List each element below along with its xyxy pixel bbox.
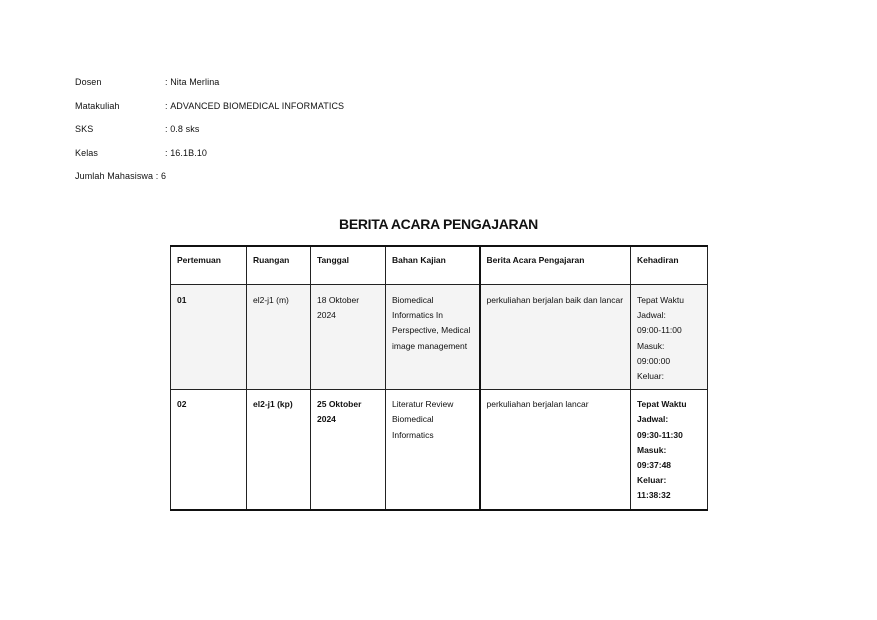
kehadiran-line: Jadwal: bbox=[637, 414, 669, 425]
info-row-matakuliah bbox=[75, 101, 344, 125]
kehadiran-line: 09:00-11:00 bbox=[637, 325, 682, 336]
table-row bbox=[171, 390, 708, 510]
cell-tanggal: 18 Oktober 2024 bbox=[311, 285, 386, 390]
info-separator: : bbox=[165, 124, 171, 134]
column-header-berita-acara: Berita Acara Pengajaran bbox=[480, 246, 631, 285]
cell-kehadiran bbox=[631, 285, 708, 390]
info-separator: : bbox=[153, 171, 161, 181]
cell-ruangan: el2-j1 (m) bbox=[247, 285, 311, 390]
column-header-ruangan: Ruangan bbox=[247, 246, 311, 285]
cell-ruangan: el2-j1 (kp) bbox=[247, 390, 311, 510]
cell-pertemuan: 02 bbox=[171, 390, 247, 510]
kehadiran-line: Jadwal: bbox=[637, 310, 666, 321]
info-value: 6 bbox=[160, 171, 167, 181]
cell-bahan-kajian: Biomedical Informatics In Perspective, Medical image management bbox=[386, 285, 480, 390]
kehadiran-line: 09:00:00 bbox=[637, 355, 671, 366]
kehadiran-line: 11:38:32 bbox=[637, 490, 671, 501]
kehadiran-line: Tepat Waktu bbox=[637, 399, 687, 410]
info-row-kelas bbox=[75, 148, 344, 172]
table-header-row bbox=[171, 246, 708, 285]
cell-kehadiran bbox=[631, 390, 708, 510]
info-separator: : bbox=[165, 100, 171, 111]
info-separator: : bbox=[165, 77, 171, 87]
course-info bbox=[75, 77, 344, 195]
kehadiran-line: Keluar: bbox=[637, 371, 664, 382]
kehadiran-line: 09:30-11:30 bbox=[637, 429, 683, 440]
info-value: 0.8 sks bbox=[170, 124, 200, 134]
info-label: SKS bbox=[75, 124, 94, 134]
report-table bbox=[170, 245, 708, 511]
cell-berita-acara: perkuliahan berjalan baik dan lancar bbox=[480, 285, 631, 390]
info-value: 16.1B.10 bbox=[170, 147, 208, 158]
column-header-bahan-kajian: Bahan Kajian bbox=[386, 246, 480, 285]
info-label: Jumlah Mahasiswa bbox=[75, 171, 154, 181]
cell-bahan-kajian: Literatur Review Biomedical Informatics bbox=[386, 390, 480, 510]
kehadiran-line: Tepat Waktu bbox=[637, 295, 684, 305]
kehadiran-line: 09:37:48 bbox=[637, 460, 672, 471]
cell-berita-acara: perkuliahan berjalan lancar bbox=[480, 390, 631, 510]
column-header-pertemuan: Pertemuan bbox=[171, 246, 247, 285]
info-row-sks bbox=[75, 124, 344, 148]
column-header-kehadiran: Kehadiran bbox=[631, 246, 708, 285]
column-header-tanggal: Tanggal bbox=[311, 246, 386, 285]
info-separator: : bbox=[165, 147, 171, 158]
kehadiran-line: Keluar: bbox=[637, 475, 667, 486]
info-label: Matakuliah bbox=[75, 100, 120, 111]
info-label: Kelas bbox=[75, 147, 99, 158]
cell-pertemuan: 01 bbox=[171, 285, 247, 390]
cell-tanggal: 25 Oktober 2024 bbox=[311, 390, 386, 510]
table-row bbox=[171, 285, 708, 390]
kehadiran-line: Masuk: bbox=[637, 444, 667, 455]
kehadiran-line: Masuk: bbox=[637, 340, 665, 351]
info-label: Dosen bbox=[75, 77, 102, 87]
info-row-dosen bbox=[75, 77, 344, 101]
info-value: ADVANCED BIOMEDICAL INFORMATICS bbox=[170, 100, 345, 111]
info-row-jumlah-mahasiswa bbox=[75, 171, 344, 195]
info-value: Nita Merlina bbox=[170, 77, 220, 87]
page-title: BERITA ACARA PENGAJARAN bbox=[339, 216, 538, 232]
